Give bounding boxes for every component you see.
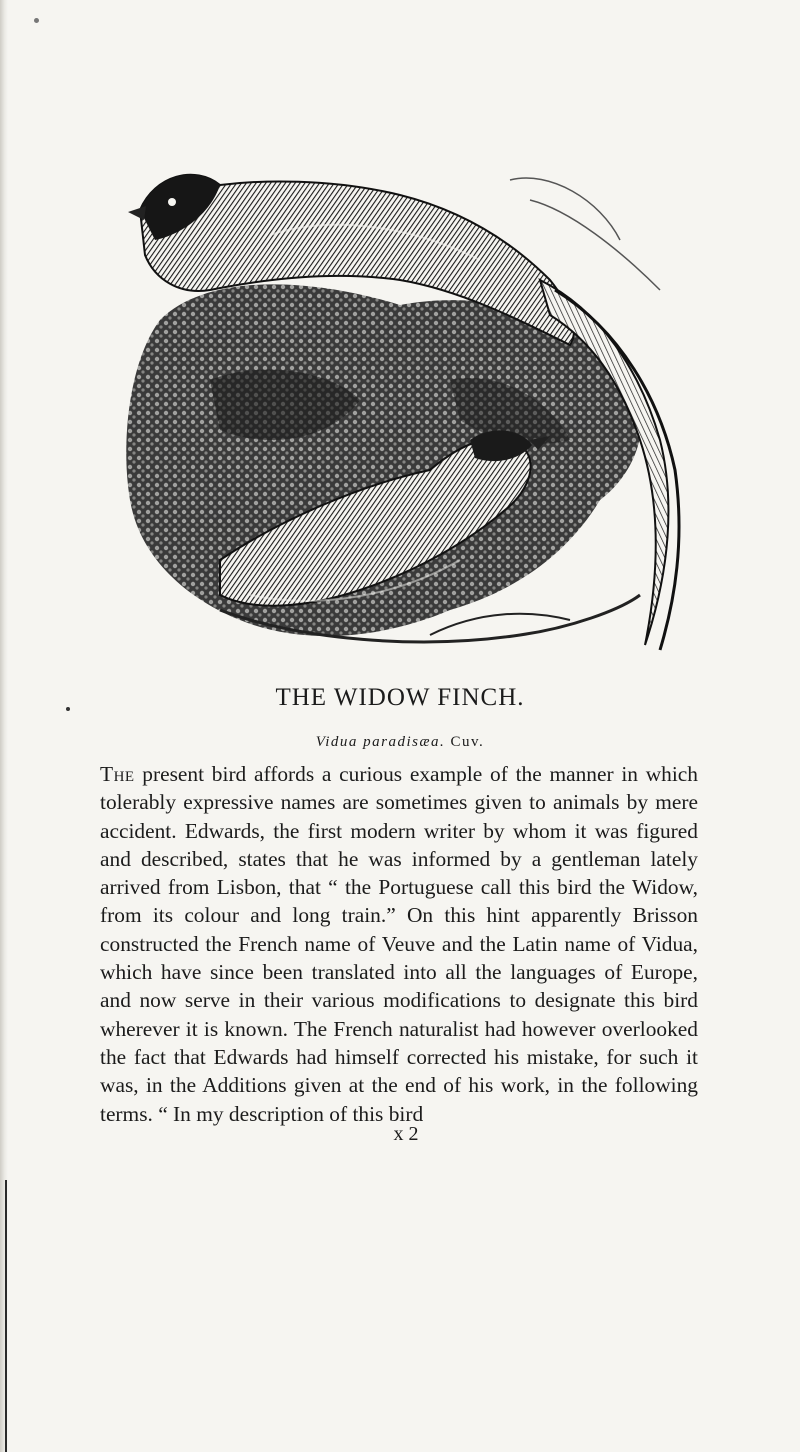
signature-mark: x 2 (393, 1123, 419, 1145)
body-text (100, 760, 698, 1128)
latin-name (0, 734, 800, 751)
page-title: THE WIDOW FINCH. (275, 684, 525, 711)
binding-line (5, 1180, 7, 1452)
widow-finch-engraving-icon (100, 140, 700, 660)
authority: Cuv. (450, 734, 485, 750)
paper-spot (34, 18, 39, 23)
lead-word: The (100, 762, 135, 786)
latin-binomial: Vidua paradisæa. (315, 734, 446, 750)
paragraph-text: present bird affords a curious example of the manner in which tolerably expressive names are sometimes given to animals by mere accident. Edwards, the first modern writer by whom it was figured and described, states that he was informed by a gentleman lately arrived from Lisbon, that “ the Portuguese call this bird the Widow, from its colour and long train.” On this hint apparently Brisson constructed the French name of Veuve and the Latin name of Vidua, which have since been translated into all the languages of Europe, and now serve in their various modifications to designate this bird wherever it is known. The French naturalist had however overlooked the fact that Edwards had himself corrected his mistake, for such it was, in the Additions given at the end of his work, in the following terms. “ In my description of this bird (100, 762, 698, 1126)
body-paragraph (100, 760, 698, 1128)
